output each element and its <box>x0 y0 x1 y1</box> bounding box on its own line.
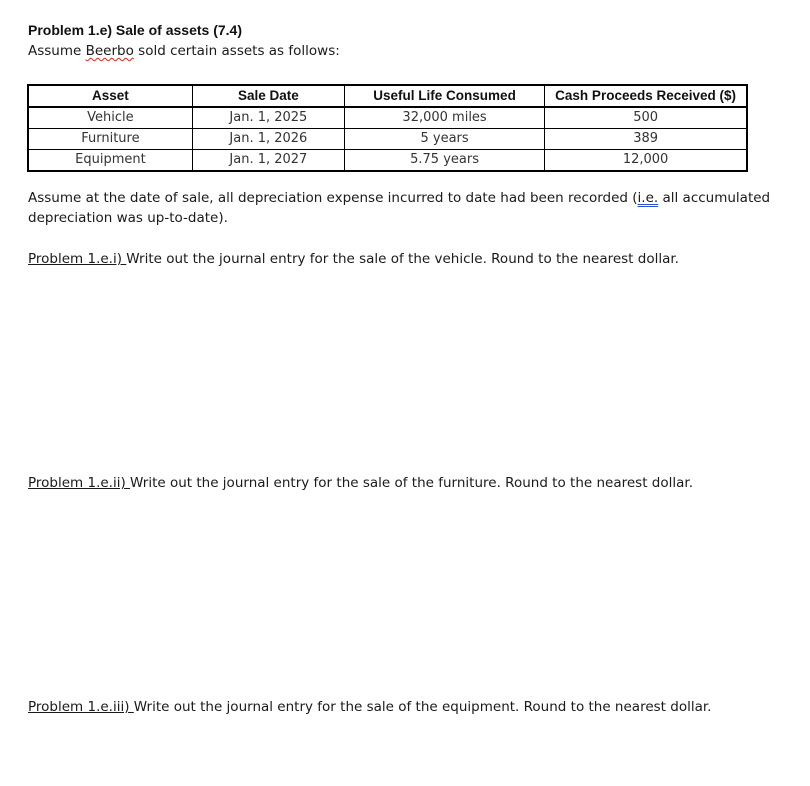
intro-prefix: Assume <box>28 43 86 59</box>
problem-vehicle <box>28 251 679 267</box>
table-header-row <box>28 85 747 107</box>
header-cash-proceeds: Cash Proceeds Received ($) <box>545 85 747 107</box>
cell-useful-life: 32,000 miles <box>344 107 544 129</box>
cell-asset: Vehicle <box>28 107 192 129</box>
header-sale-date: Sale Date <box>192 85 344 107</box>
table-row <box>28 107 747 129</box>
intro-suffix: sold certain assets as follows: <box>133 43 340 59</box>
cell-sale-date: Jan. 1, 2025 <box>192 107 344 129</box>
table-row <box>28 129 747 150</box>
problem-text: Write out the journal entry for the sale of the vehicle. Round to the nearest dollar. <box>126 251 679 267</box>
intro-text <box>28 43 340 59</box>
problem-text: Write out the journal entry for the sale of the equipment. Round to the nearest dollar. <box>133 699 712 715</box>
cell-cash-proceeds: 389 <box>545 129 747 150</box>
problem-label: Problem 1.e.i) <box>28 251 127 267</box>
table-row <box>28 150 747 172</box>
cell-asset: Equipment <box>28 150 192 172</box>
cell-useful-life: 5 years <box>344 129 544 150</box>
assets-table <box>27 84 748 172</box>
problem-label: Problem 1.e.iii) <box>28 699 134 715</box>
cell-cash-proceeds: 12,000 <box>545 150 747 172</box>
cell-sale-date: Jan. 1, 2026 <box>192 129 344 150</box>
ie-abbreviation: i.e. <box>637 190 659 206</box>
assumption-after: all accumulated depreciation was up-to-date). <box>28 190 771 226</box>
problem-text: Write out the journal entry for the sale of the furniture. Round to the nearest dollar. <box>130 475 693 491</box>
header-asset: Asset <box>28 85 192 107</box>
assumption-before: Assume at the date of sale, all depreciation expense incurred to date had been recorded ( <box>28 190 638 206</box>
problem-equipment <box>28 699 711 715</box>
problem-furniture <box>28 475 693 491</box>
cell-sale-date: Jan. 1, 2027 <box>192 150 344 172</box>
cell-cash-proceeds: 500 <box>545 107 747 129</box>
company-name: Beerbo <box>85 43 134 59</box>
header-useful-life: Useful Life Consumed <box>344 85 544 107</box>
cell-asset: Furniture <box>28 129 192 150</box>
problem-label: Problem 1.e.ii) <box>28 475 131 491</box>
cell-useful-life: 5.75 years <box>344 150 544 172</box>
page-title: Problem 1.e) Sale of assets (7.4) <box>28 22 242 38</box>
assumption-paragraph <box>28 188 780 228</box>
